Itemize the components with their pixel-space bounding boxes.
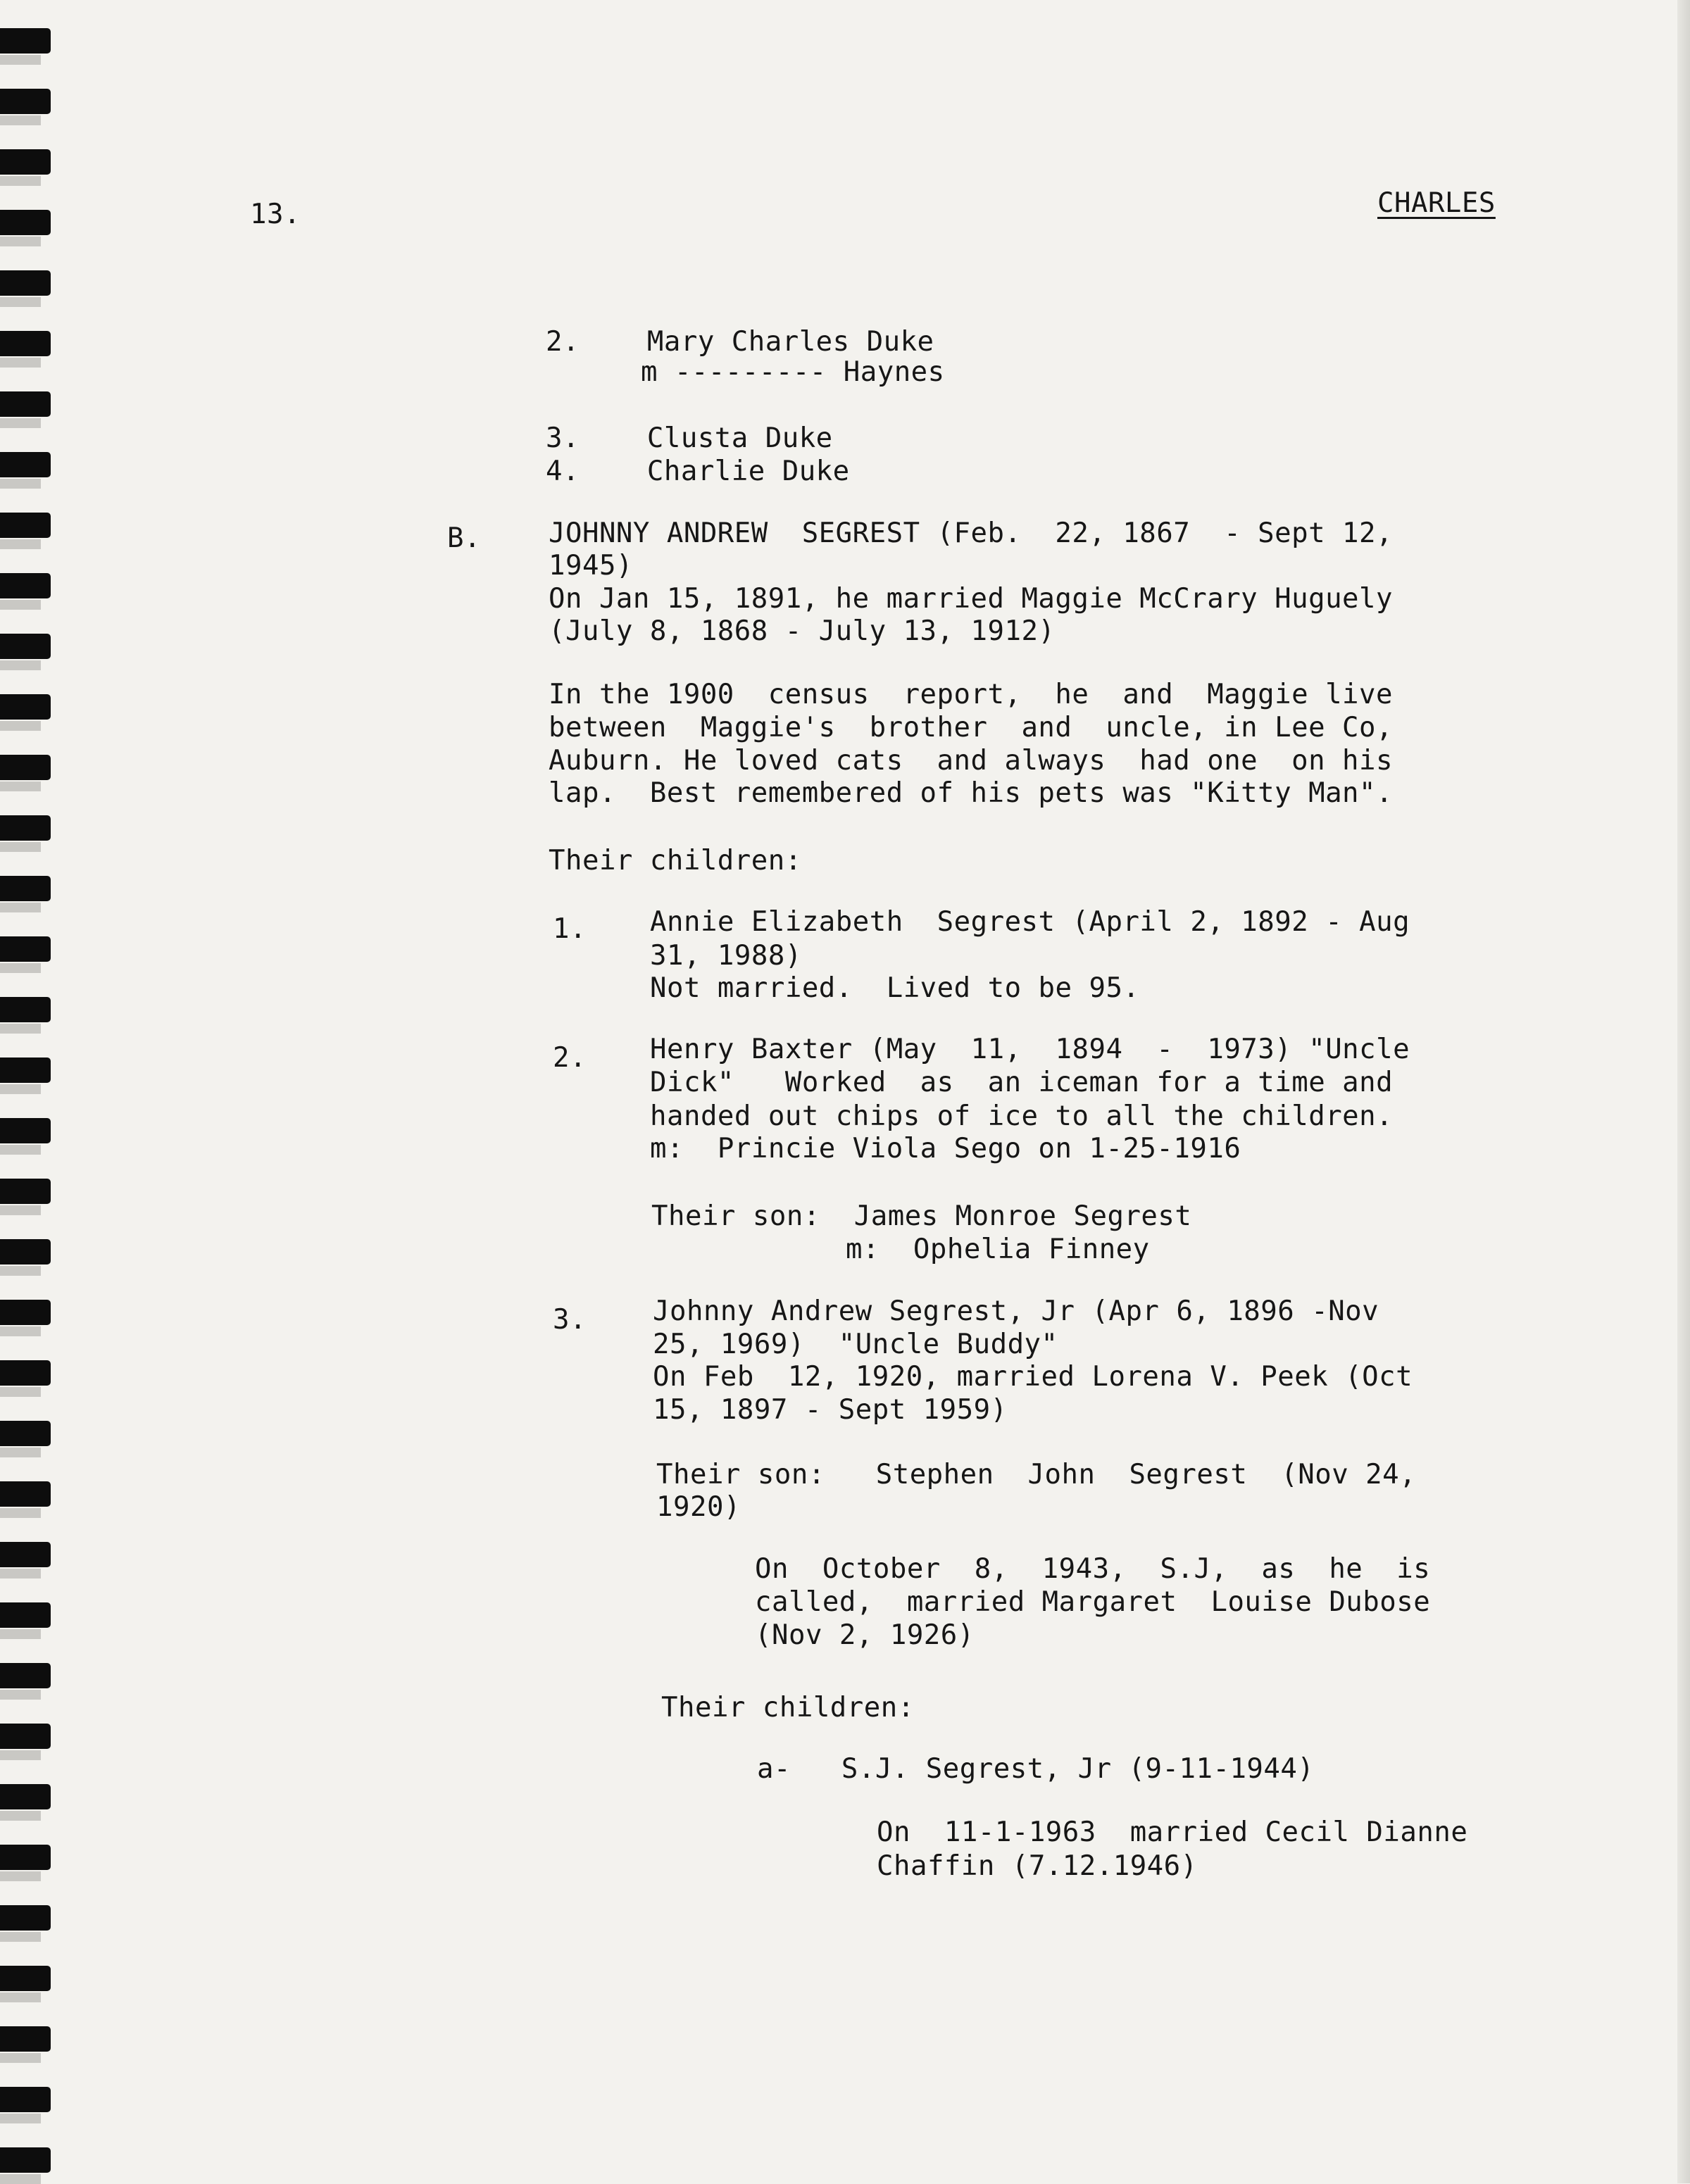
text-line: Their children:	[549, 845, 802, 877]
text-line: 4. Charlie Duke	[546, 456, 850, 487]
text-line: 3. Clusta Duke	[546, 422, 833, 454]
binding-gap	[0, 1750, 41, 1760]
binding-gap	[0, 358, 41, 368]
binding-gap	[0, 1508, 41, 1518]
text-line: JOHNNY ANDREW SEGREST (Feb. 22, 1867 - Sept 12,	[549, 517, 1393, 549]
text-line: Not married. Lived to be 95.	[650, 972, 1140, 1004]
binding-gap	[0, 115, 41, 125]
list-number: 3.	[553, 1304, 587, 1336]
text-line: a- S.J. Segrest, Jr (9-11-1944)	[757, 1753, 1315, 1785]
text-line: (Nov 2, 1926)	[755, 1619, 975, 1651]
binding-coil	[0, 2147, 51, 2173]
text-line: On Jan 15, 1891, he married Maggie McCrary Huguely	[549, 583, 1393, 615]
binding-gap	[0, 1024, 41, 1034]
text-line: Their son: Stephen John Segrest (Nov 24,	[656, 1459, 1417, 1490]
binding-coil	[0, 89, 51, 114]
text-line: 2. Mary Charles Duke	[546, 326, 934, 358]
binding-gap	[0, 297, 41, 307]
page-title: CHARLES	[1377, 187, 1496, 219]
text-line: lap. Best remembered of his pets was "Kitty Man".	[549, 777, 1393, 809]
page-edge	[1677, 0, 1690, 2183]
binding-gap	[0, 1992, 41, 2002]
binding-coil	[0, 1905, 51, 1931]
binding-coil	[0, 1239, 51, 1264]
binding-coil	[0, 2026, 51, 2052]
text-line: between Maggie's brother and uncle, in Lee Co,	[549, 712, 1393, 743]
binding-gap	[0, 1690, 41, 1700]
text-line: Annie Elizabeth Segrest (April 2, 1892 - Aug	[650, 906, 1410, 938]
binding-coil	[0, 1360, 51, 1386]
binding-gap	[0, 418, 41, 428]
text-line: 31, 1988)	[650, 940, 802, 972]
binding-gap	[0, 1326, 41, 1336]
binding-gap	[0, 1932, 41, 1942]
binding-gap	[0, 176, 41, 186]
binding-gap	[0, 55, 41, 65]
binding-coil	[0, 876, 51, 901]
binding-gap	[0, 1448, 41, 1457]
text-line: In the 1900 census report, he and Maggie live	[549, 679, 1393, 710]
binding-gap	[0, 963, 41, 973]
binding-gap	[0, 903, 41, 912]
binding-gap	[0, 1145, 41, 1155]
binding-gap	[0, 2174, 41, 2184]
binding-coil	[0, 634, 51, 659]
page-number: 13.	[250, 199, 301, 230]
binding-coil	[0, 694, 51, 720]
spiral-binding	[0, 0, 56, 2183]
binding-gap	[0, 660, 41, 670]
binding-coil	[0, 28, 51, 54]
binding-gap	[0, 1871, 41, 1881]
binding-gap	[0, 600, 41, 610]
binding-coil	[0, 331, 51, 356]
text-line: On 11-1-1963 married Cecil Dianne	[877, 1816, 1468, 1848]
text-line: m: Ophelia Finney	[846, 1234, 1150, 1265]
text-line: 25, 1969) "Uncle Buddy"	[653, 1329, 1058, 1360]
binding-coil	[0, 1602, 51, 1628]
binding-coil	[0, 1966, 51, 1991]
binding-gap	[0, 2053, 41, 2063]
binding-coil	[0, 149, 51, 175]
binding-coil	[0, 815, 51, 841]
text-line: Auburn. He loved cats and always had one on his	[549, 745, 1393, 777]
text-line: Their son: James Monroe Segrest	[651, 1200, 1192, 1232]
binding-gap	[0, 1387, 41, 1397]
text-line: handed out chips of ice to all the children.	[650, 1100, 1394, 1132]
binding-coil	[0, 1058, 51, 1083]
binding-coil	[0, 1481, 51, 1507]
binding-coil	[0, 1300, 51, 1325]
binding-coil	[0, 936, 51, 962]
text-line: Henry Baxter (May 11, 1894 - 1973) "Uncle	[650, 1034, 1410, 1065]
text-line: Johnny Andrew Segrest, Jr (Apr 6, 1896 -Nov	[653, 1295, 1379, 1327]
binding-gap	[0, 1266, 41, 1276]
binding-coil	[0, 1663, 51, 1688]
text-line: m --------- Haynes	[641, 356, 945, 388]
binding-gap	[0, 1084, 41, 1094]
binding-gap	[0, 1205, 41, 1215]
section-label: B.	[447, 522, 481, 554]
text-line: (July 8, 1868 - July 13, 1912)	[549, 615, 1056, 647]
text-line: Chaffin (7.12.1946)	[877, 1850, 1198, 1882]
binding-gap	[0, 1569, 41, 1579]
text-line: Their children:	[661, 1692, 915, 1724]
binding-gap	[0, 539, 41, 549]
text-line: 1920)	[656, 1491, 741, 1523]
text-line: On Feb 12, 1920, married Lorena V. Peek (Oct	[653, 1361, 1413, 1393]
text-line: 1945)	[549, 550, 633, 582]
binding-gap	[0, 721, 41, 731]
binding-coil	[0, 1845, 51, 1870]
binding-coil	[0, 270, 51, 296]
text-line: called, married Margaret Louise Dubose	[755, 1586, 1431, 1618]
binding-coil	[0, 573, 51, 598]
binding-coil	[0, 2087, 51, 2112]
text-line: On October 8, 1943, S.J, as he is	[755, 1553, 1431, 1585]
binding-coil	[0, 1542, 51, 1567]
binding-coil	[0, 452, 51, 477]
text-line: m: Princie Viola Sego on 1-25-1916	[650, 1133, 1241, 1165]
list-number: 2.	[553, 1042, 587, 1074]
binding-coil	[0, 755, 51, 780]
binding-coil	[0, 513, 51, 538]
binding-coil	[0, 1421, 51, 1446]
binding-coil	[0, 210, 51, 235]
binding-gap	[0, 842, 41, 852]
binding-gap	[0, 1629, 41, 1639]
binding-coil	[0, 1179, 51, 1204]
binding-gap	[0, 237, 41, 246]
binding-gap	[0, 782, 41, 791]
binding-gap	[0, 479, 41, 489]
binding-gap	[0, 2114, 41, 2123]
binding-coil	[0, 1784, 51, 1809]
binding-coil	[0, 391, 51, 417]
binding-gap	[0, 1811, 41, 1821]
text-line: 15, 1897 - Sept 1959)	[653, 1394, 1008, 1426]
binding-coil	[0, 1724, 51, 1749]
binding-coil	[0, 997, 51, 1022]
binding-coil	[0, 1118, 51, 1143]
list-number: 1.	[553, 913, 587, 945]
text-line: Dick" Worked as an iceman for a time and	[650, 1067, 1394, 1098]
